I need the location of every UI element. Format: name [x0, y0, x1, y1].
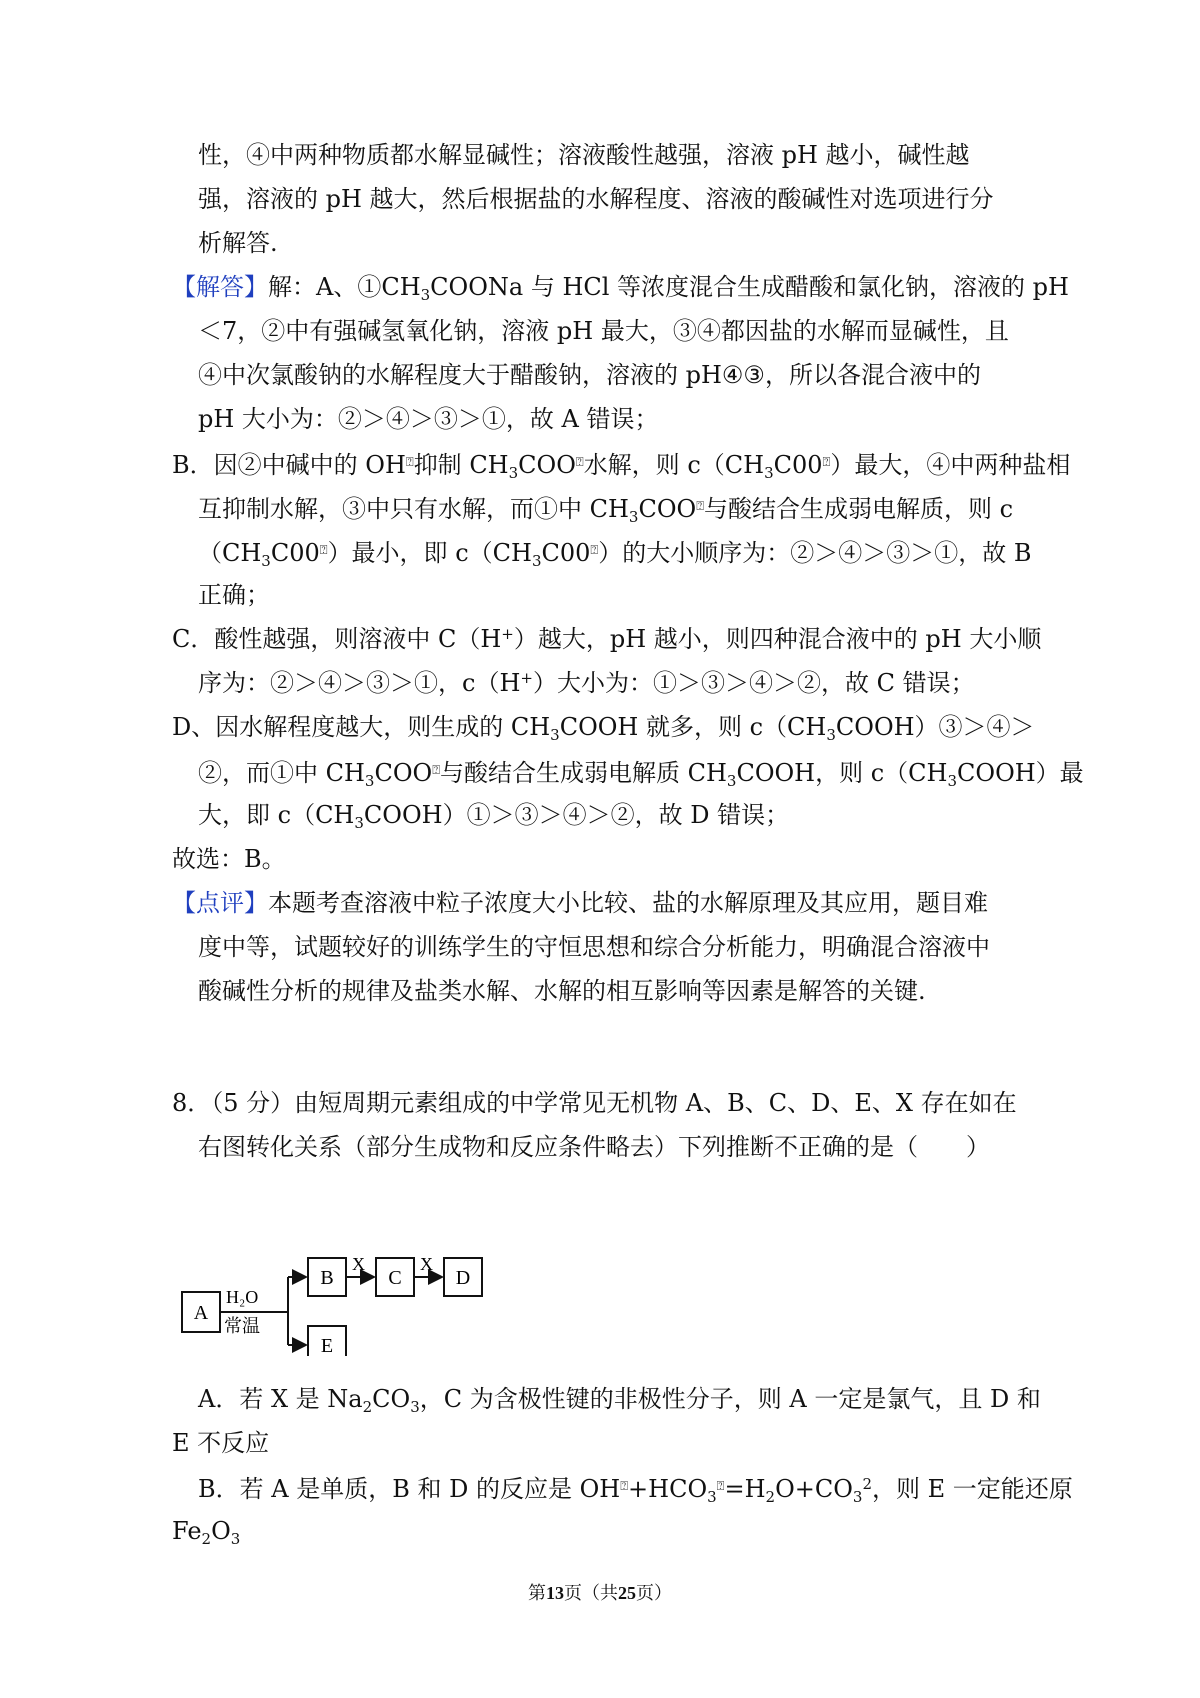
answer-c-line-2	[198, 666, 975, 700]
text: B．若 A 是单质，B 和 D 的反应是 OH	[198, 1475, 621, 1503]
text: 抑制 CH	[413, 451, 509, 479]
reaction-diagram	[180, 1246, 500, 1356]
text: COO	[638, 495, 697, 523]
text: 本题考查溶液中粒子浓度大小比较、盐的水解原理及其应用，题目难	[268, 889, 988, 917]
answer-c-line-1	[172, 622, 1041, 656]
text: COO	[374, 759, 433, 787]
text: COOH 就多，则 c（CH	[559, 713, 827, 741]
text: A．若 X 是 Na	[198, 1385, 363, 1413]
box-c-label: C	[388, 1267, 402, 1289]
text: +HCO	[628, 1475, 708, 1503]
superscript: 2	[862, 1475, 872, 1493]
subscript: 3	[354, 814, 364, 832]
option-b-line-2	[172, 1514, 240, 1548]
missing-glyph: ⍰	[590, 543, 599, 558]
subscript: 3	[261, 552, 271, 570]
subscript: 3	[531, 552, 542, 570]
analysis-line-3: 析解答.	[198, 229, 278, 257]
answer-line-2: ＜7，②中有强碱氢氧化钠，溶液 pH 最大，③④都因盐的水解而显碱性，且	[198, 317, 1009, 345]
text: 互抑制水解，③中只有水解，而①中 CH	[198, 495, 629, 523]
text: COOH，则 c（CH	[736, 759, 948, 787]
answer-b-line-3	[198, 534, 1031, 570]
text: =H	[724, 1475, 766, 1503]
subscript: 2	[765, 1488, 776, 1506]
text: D、因水解程度越大，则生成的 CH	[172, 713, 551, 741]
answer-b-line-4: 正确；	[198, 581, 270, 609]
comment-line-3: 酸碱性分析的规律及盐类水解、水解的相互影响等因素是解答的关键.	[198, 977, 926, 1005]
option-a-line-2: E 不反应	[172, 1429, 270, 1457]
option-a-line-1	[198, 1382, 1041, 1416]
text: C00	[270, 539, 320, 567]
subscript: 3	[230, 1530, 241, 1548]
text: C00	[541, 539, 591, 567]
arrow-label-1: X	[352, 1254, 365, 1274]
missing-glyph: ⍰	[575, 455, 584, 470]
subscript: 3	[550, 726, 560, 744]
text: 大，即 c（CH	[198, 801, 355, 829]
text: COOH）①＞③＞④＞②，故 D 错误；	[363, 801, 790, 829]
text: ②，而①中 CH	[198, 759, 365, 787]
page-footer	[0, 1579, 1200, 1605]
text: ，C 为含极性键的非极性分子，则 A 一定是氯气，且 D 和	[419, 1385, 1041, 1413]
text: 水解，则 c（CH	[583, 451, 765, 479]
box-d-label: D	[455, 1267, 471, 1289]
subscript: 3	[420, 286, 431, 304]
subscript: 3	[707, 1488, 717, 1506]
text: 第	[528, 1583, 546, 1604]
answer-b-line-1	[172, 446, 1070, 482]
text: ）越大，pH 越小，则四种混合液中的 pH 大小顺	[513, 625, 1042, 653]
text: ）大小为：①＞③＞④＞②，故 C 错误；	[532, 669, 975, 697]
reagent-bottom: 常温	[224, 1316, 260, 1337]
answer-choice: 故选：B。	[172, 845, 286, 873]
arrow-label-2: X	[420, 1254, 433, 1274]
page-total: 25	[618, 1583, 636, 1603]
answer-d-line-2	[198, 754, 1084, 790]
option-b-line-1	[198, 1470, 1073, 1506]
text: ）最小，即 c（CH	[327, 539, 532, 567]
subscript: 2	[201, 1530, 212, 1548]
analysis-line-1: 性，④中两种物质都水解显碱性；溶液酸性越强，溶液 pH 越小，碱性越	[198, 141, 970, 169]
text: O	[211, 1517, 231, 1545]
answer-tag: 【解答】	[172, 273, 268, 301]
text: 页（共	[564, 1583, 618, 1604]
subscript: 3	[410, 1398, 420, 1416]
missing-glyph: ⍰	[716, 1479, 725, 1494]
text: 页）	[636, 1583, 672, 1604]
text: ）最大，④中两种盐相	[830, 451, 1071, 479]
missing-glyph: ⍰	[696, 499, 704, 514]
box-b-label: B	[320, 1267, 334, 1289]
missing-glyph: ⍰	[432, 763, 440, 778]
question-8-line-1: 8．（5 分）由短周期元素组成的中学常见无机物 A、B、C、D、E、X 存在如在	[172, 1089, 1017, 1117]
text: COOH）③＞④＞	[835, 713, 1035, 741]
superscript: +	[520, 669, 533, 687]
answer-d-line-3	[198, 798, 789, 832]
subscript: 3	[852, 1488, 863, 1506]
superscript: +	[501, 625, 514, 643]
text: COO	[518, 451, 576, 479]
text: ）的大小顺序为：②＞④＞③＞①，故 B	[598, 539, 1032, 567]
box-a-label: A	[193, 1302, 209, 1324]
text: Fe	[172, 1517, 202, 1545]
reagent-top: H₂O	[226, 1287, 259, 1307]
question-8-line-2: 右图转化关系（部分生成物和反应条件略去）下列推断不正确的是（ ）	[198, 1133, 990, 1161]
subscript: 3	[364, 772, 375, 790]
page-number: 13	[546, 1583, 564, 1603]
answer-d-line-1	[172, 710, 1035, 744]
comment-tag: 【点评】	[172, 889, 268, 917]
text: （CH	[198, 539, 262, 567]
answer-line-1	[172, 270, 1069, 304]
answer-line-4: pH 大小为：②＞④＞③＞①，故 A 错误；	[198, 405, 659, 433]
missing-glyph: ⍰	[822, 455, 831, 470]
text: ，则 E 一定能还原	[872, 1475, 1073, 1503]
missing-glyph: ⍰	[319, 543, 328, 558]
text: O+CO	[775, 1475, 853, 1503]
comment-line-1	[172, 886, 988, 920]
subscript: 3	[826, 726, 836, 744]
analysis-line-2: 强，溶液的 pH 越大，然后根据盐的水解程度、溶液的酸碱性对选项进行分	[198, 185, 994, 213]
text: 与酸结合生成弱电解质，则 c	[704, 495, 1014, 523]
comment-line-2: 度中等，试题较好的训练学生的守恒思想和综合分析能力，明确混合溶液中	[198, 933, 990, 961]
text: C00	[773, 451, 823, 479]
subscript: 3	[947, 772, 958, 790]
text: COOH）最	[957, 759, 1084, 787]
subscript: 3	[628, 508, 639, 526]
text: C．酸性越强，则溶液中 C（H	[172, 625, 502, 653]
text: 解：A、①CH	[268, 273, 421, 301]
subscript: 3	[764, 464, 774, 482]
missing-glyph: ⍰	[620, 1479, 629, 1494]
text: B．因②中碱中的 OH	[172, 451, 406, 479]
subscript: 2	[362, 1398, 373, 1416]
answer-line-3: ④中次氯酸钠的水解程度大于醋酸钠，溶液的 pH④③，所以各混合液中的	[198, 361, 981, 389]
text: CO	[372, 1385, 411, 1413]
missing-glyph: ⍰	[405, 455, 414, 470]
text: COONa 与 HCl 等浓度混合生成醋酸和氯化钠，溶液的 pH	[430, 273, 1069, 301]
text: 与酸结合生成弱电解质 CH	[440, 759, 727, 787]
box-e-label: E	[320, 1335, 334, 1356]
subscript: 3	[508, 464, 519, 482]
text: 序为：②＞④＞③＞①，c（H	[198, 669, 521, 697]
subscript: 3	[726, 772, 737, 790]
answer-b-line-2	[198, 490, 1013, 526]
